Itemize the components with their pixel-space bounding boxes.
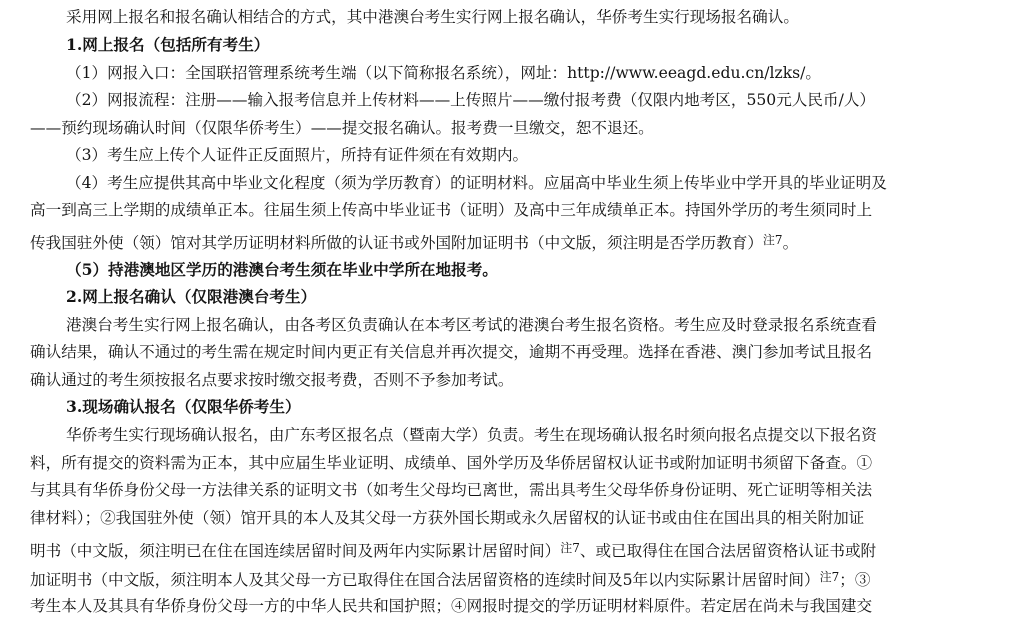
item-4-education-proof-line-1: （4）考生应提供其高中毕业文化程度（须为学历教育）的证明材料。应届高中毕业生须上传毕业中学开具的毕业证明及 [66,174,887,192]
item-1-online-entry: （1）网报入口：全国联招管理系统考生端（以下简称报名系统），网址：http://www.eeagd.edu.cn/lzks/。 [66,64,822,82]
onsite-paragraph-line-1: 华侨考生实行现场确认报名，由广东考区报名点（暨南大学）负责。考生在现场确认报名时须向报名点提交以下报名资 [66,426,877,444]
item-4-line-3-text: 传我国驻外使（领）馆对其学历证明材料所做的认证书或外国附加证明书（中文版，须注明是否学历教育） [30,234,763,252]
onsite-paragraph-line-6 [30,567,870,590]
item-5-hk-macao-registration: （5）持港澳地区学历的港澳台考生须在毕业中学所在地报考。 [66,260,498,279]
confirmation-paragraph-line-2: 确认结果，确认不通过的考生需在规定时间内更正有关信息并再次提交，逾期不再受理。选择在香港、澳门参加考试且报名 [30,343,873,361]
item-4-line-3-end: 。 [782,234,799,252]
onsite-line-5-text: 明书（中文版，须注明已在住在国连续居留时间及两年内实际累计居留时间） [30,542,561,560]
section-heading-online-registration: 1.网上报名（包括所有考生） [66,35,270,54]
footnote-ref-7: 注7 [762,233,783,247]
section-heading-onsite-confirmation: 3.现场确认报名（仅限华侨考生） [66,397,301,416]
onsite-paragraph-line-7: 考生本人及其具有华侨身份父母一方的中华人民共和国护照；④网报时提交的学历证明材料原件。若定居在尚未与我国建交 [30,597,873,615]
item-2-online-process-line-1: （2）网报流程：注册——输入报考信息并上传材料——上传照片——缴付报考费（仅限内地考区，550元人民币/人） [66,91,876,109]
item-2-online-process-line-2: ——预约现场确认时间（仅限华侨考生）——提交报名确认。报考费一旦缴交，恕不退还。 [30,119,654,137]
onsite-paragraph-line-2: 料，所有提交的资料需为正本，其中应届生毕业证明、成绩单、国外学历及华侨居留权认证书或附加证明书须留下备查。① [30,454,873,472]
onsite-paragraph-line-5 [30,538,876,561]
footnote-ref-7: 注7 [819,570,840,584]
section-heading-online-confirmation: 2.网上报名确认（仅限港澳台考生） [66,287,317,306]
confirmation-paragraph-line-1: 港澳台考生实行网上报名确认，由各考区负责确认在本考区考试的港澳台考生报名资格。考生应及时登录报名系统查看 [66,316,877,334]
confirmation-paragraph-line-3: 确认通过的考生须按报名点要求按时缴交报考费，否则不予参加考试。 [30,371,514,389]
item-4-education-proof-line-2: 高一到高三上学期的成绩单正本。往届生须上传高中毕业证书（证明）及高中三年成绩单正本。持国外学历的考生须同时上 [30,201,873,219]
onsite-paragraph-line-3: 与其具有华侨身份父母一方法律关系的证明文书（如考生父母均已离世，需出具考生父母华侨身份证明、死亡证明等相关法 [30,481,873,499]
intro-paragraph: 采用网上报名和报名确认相结合的方式，其中港澳台考生实行网上报名确认，华侨考生实行现场报名确认。 [66,8,799,26]
onsite-line-6-end: ；③ [839,571,871,589]
onsite-paragraph-line-4: 律材料）；②我国驻外使（领）馆开具的本人及其父母一方获外国长期或永久居留权的认证书或由住在国出具的相关附加证 [30,509,865,527]
footnote-ref-7: 注7 [560,541,580,555]
item-4-education-proof-line-3 [30,230,798,253]
onsite-line-6-text: 加证明书（中文版，须注明本人及其父母一方已取得住在国合法居留资格的连续时间及5年以内实际累计居留时间） [30,571,820,589]
item-3-id-photos: （3）考生应上传个人证件正反面照片，所持有证件须在有效期内。 [66,146,529,164]
onsite-line-5-end: 、或已取得住在国合法居留资格认证书或附 [579,542,877,560]
